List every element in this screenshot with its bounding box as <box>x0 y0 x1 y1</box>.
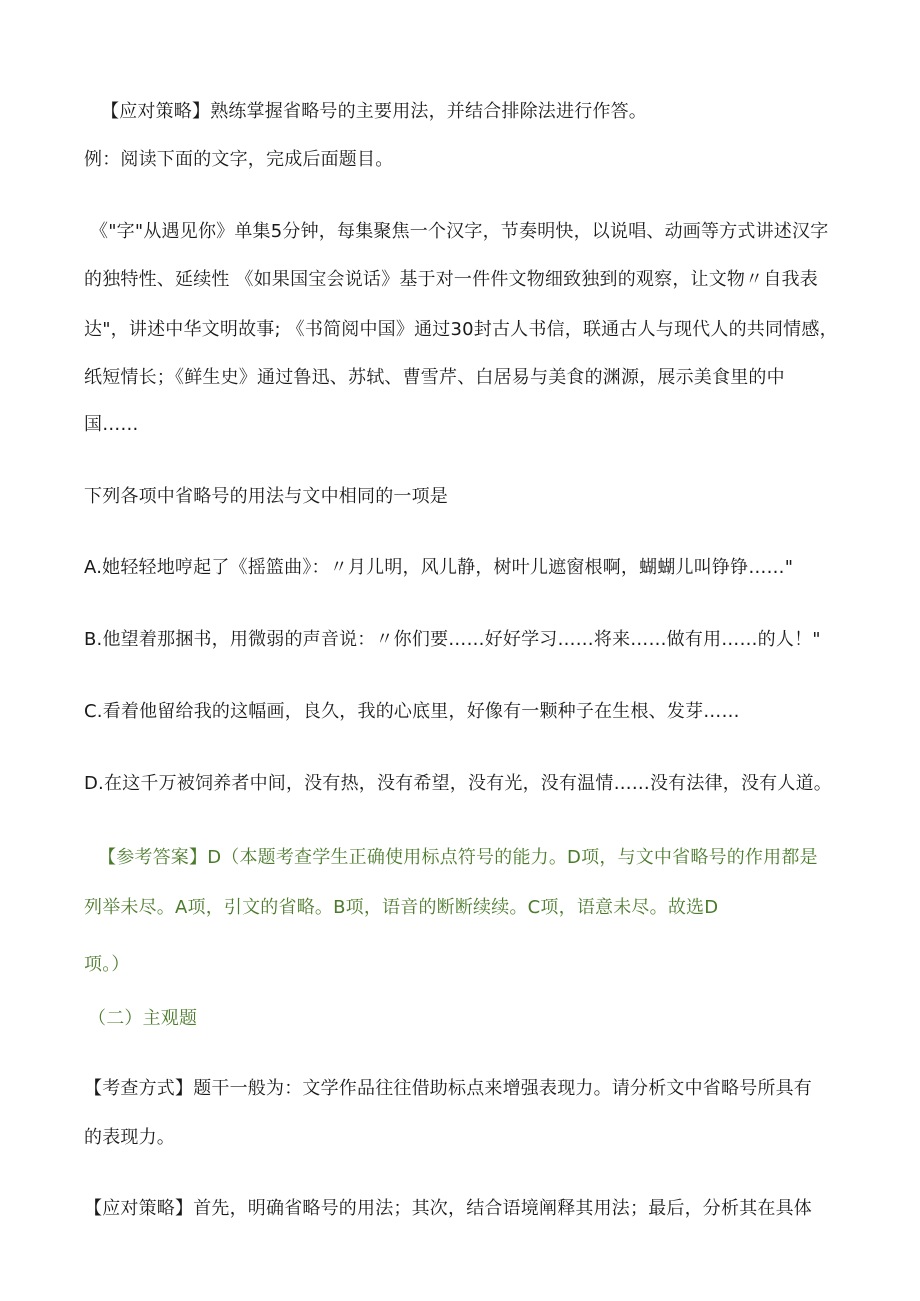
question-stem: 下列各项中省略号的用法与文中相同的一项是 <box>84 486 448 507</box>
passage-line: 达"，讲述中华文明故事; 《书简阅中国》通过30封古人书信，联通古人与现代人的共同情感， <box>84 319 838 340</box>
answer-line: 【参考答案】D（本题考查学生正确使用标点符号的能力。D项，与文中省略号的作用都是 <box>98 847 818 868</box>
option-d: D.在这千万被饲养者中间，没有热，没有希望，没有光，没有温情……没有法律，没有人道。 <box>84 773 832 794</box>
exam-method-line: 【考查方式】题干一般为：文学作品往往借助标点来增强表现力。请分析文中省略号所具有 <box>84 1078 812 1099</box>
passage-line: 《"字"从遇见你》单集5分钟，每集聚焦一个汉字，节奏明快，以说唱、动画等方式讲述汉字 <box>90 221 829 242</box>
option-b: B.他望着那捆书，用微弱的声音说：〃你们要……好好学习……将来……做有用……的人！" <box>84 629 821 650</box>
example-intro: 例：阅读下面的文字，完成后面题目。 <box>84 149 394 170</box>
answer-line: 项。） <box>84 954 130 975</box>
passage-line: 的独特性、延续性 《如果国宝会说话》基于对一件件文物细致独到的观察，让文物〃自我表 <box>84 269 818 290</box>
option-c: C.看着他留给我的这幅画，良久，我的心底里，好像有一颗种子在生根、发芽…… <box>84 701 740 722</box>
strategy-two-line: 【应对策略】首先，明确省略号的用法；其次，结合语境阐释其用法；最后，分析其在具体 <box>84 1198 812 1219</box>
passage-line: 纸短情长；《鲜生史》通过鲁迅、苏轼、曹雪芹、白居易与美食的渊源，展示美食里的中 <box>84 367 785 388</box>
option-a: A.她轻轻地哼起了《摇篮曲》：〃月儿明，风儿静，树叶儿遮窗根啊，蝴蝴儿叫铮铮……" <box>84 557 794 578</box>
exam-method-line: 的表现力。 <box>84 1127 175 1148</box>
strategy-intro: 【应对策略】熟练掌握省略号的主要用法，并结合排除法进行作答。 <box>101 101 647 122</box>
answer-line: 列举未尽。A项，引文的省略。B项，语音的断断续续。C项，语意未尽。故选D <box>84 897 719 918</box>
section-heading: （二）主观题 <box>88 1008 198 1029</box>
passage-line: 国…… <box>84 414 139 435</box>
